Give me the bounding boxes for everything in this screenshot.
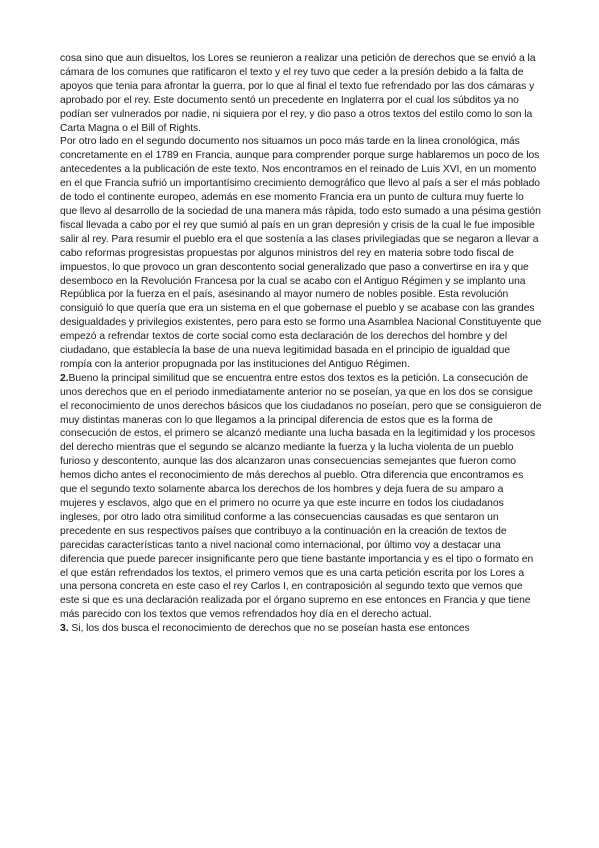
paragraph-text: Por otro lado en el segundo documento nos situamos un poco más tarde en la linea cronológica, más concretamente en el 1789 en Francia, aunque para comprender porque surge hablaremos un poco de los antecedentes a la publicación de este texto. Nos encontramos en el reinado de Luis XVI, en un momento en el que Francia sufrió un importantísimo crecimiento demográfico que llevo al país a ser el más poblado de todo el continente europeo, además en ese momento Francia era un punto de cultura muy fuerte lo que llevo al desarrollo de la sociedad de una manera más rápida, todo esto sumado a una pésima gestión fiscal llevada a cabo por el rey que sumió al país en un gran depresión y crisis de la cual le fue imposible salir al rey. Para resumir el pueblo era el que sostenía a las clases privilegiadas que se negaron a llevar a cabo reformas progresistas propuestas por algunos ministros del rey en materia sobre todo fiscal de impuestos, lo que provoco un gran descontento social generalizado que paso a convertirse en ira y que desemboco en la Revolución Francesa por la cual se acabo con el Antiguo Régimen y se implanto una República por la fuerza en el país, asesinando al mayor numero de nobles posible. Esta revolución consiguió lo que quería que era un sistema en el que gobernase el pueblo y se acabase con las grandes desigualdades y privilegios existentes, pero para esto se formo una Asamblea Nacional Constituyente que empezó a refrendar textos de corte social como esta declaración de los derechos del hombre y del ciudadano, que establecía la base de una nueva legitimidad basada en el principio de igualdad que rompía con la anterior propugnada por las instituciones del Antiguo Régimen. (60, 136, 542, 370)
paragraph-continuation (60, 52, 542, 135)
paragraph-text: cosa sino que aun disueltos, los Lores se reunieron a realizar una petición de derechos que se envió a la cámara de los comunes que ratificaron el texto y el rey tuvo que ceder a la presión debido a la falta de apoyos que tenia para afrontar la guerra, por lo que al final el texto fue refrendado por las dos cámaras y aprobado por el rey. Este documento sentó un precedente en Inglaterra por el cual los súbditos ya no podían ser vulnerados por nadie, ni siquiera por el rey, y dio paso a otros textos del estilo como lo son la Carta Magna o el Bill of Rights. (60, 53, 536, 134)
paragraph-answer-2 (60, 372, 542, 622)
paragraph-number: 2. (60, 372, 69, 384)
paragraph-french-revolution (60, 135, 542, 371)
paragraph-text: Bueno la principal similitud que se encuentra entre estos dos textos es la petición. La consecución de unos derechos que en el periodo inmediatamente anterior no se poseían, ya que en los dos se consigue el reconocimiento de unos derechos básicos que los ciudadanos no poseían, pero que se consiguieron de muy distintas maneras con lo que llegamos a la principal diferencia de estos que es la forma de consecución de estos, el primero se alcanzó mediante una lucha basada en la legitimidad y los procesos del derecho mientras que el segundo se alcanzo mediante la fuerza y la lucha violenta de un pueblo furioso y descontento, aunque las dos alcanzaron unas consecuencias semejantes que fueron como hemos dicho antes el reconocimiento de más derechos al pueblo. Otra diferencia que encontramos es que el segundo texto solamente abarca los derechos de los hombres y deja fuera de su amparo a mujeres y esclavos, algo que en el primero no ocurre ya que este incurre en todos los ciudadanos ingleses, por otro lado otra similitud conforme a las consecuencias causadas es que sentaron un precedente en sus respectivos países que contribuyo a la continuación en la creación de textos de parecidas características tanto a nivel nacional como internacional, por último voy a destacar una diferencia que puede parecer insignificante pero que tiene bastante importancia y es el tipo o formato en el que están refrendados los textos, el primero vemos que es una carta petición escrita por los Lores a una persona concreta en este caso el rey Carlos I, en contraposición al segundo texto que vemos que este si que es una declaración realizada por el órgano supremo en ese entonces en Francia y que tiene más parecido con los textos que vemos refrendados hoy día en el derecho actual. (60, 372, 542, 621)
paragraph-number: 3. (60, 623, 69, 635)
paragraph-text: Si, los dos busca el reconocimiento de derechos que no se poseían hasta ese entonces (68, 623, 470, 635)
document-page (60, 52, 542, 636)
paragraph-answer-3 (60, 622, 542, 636)
